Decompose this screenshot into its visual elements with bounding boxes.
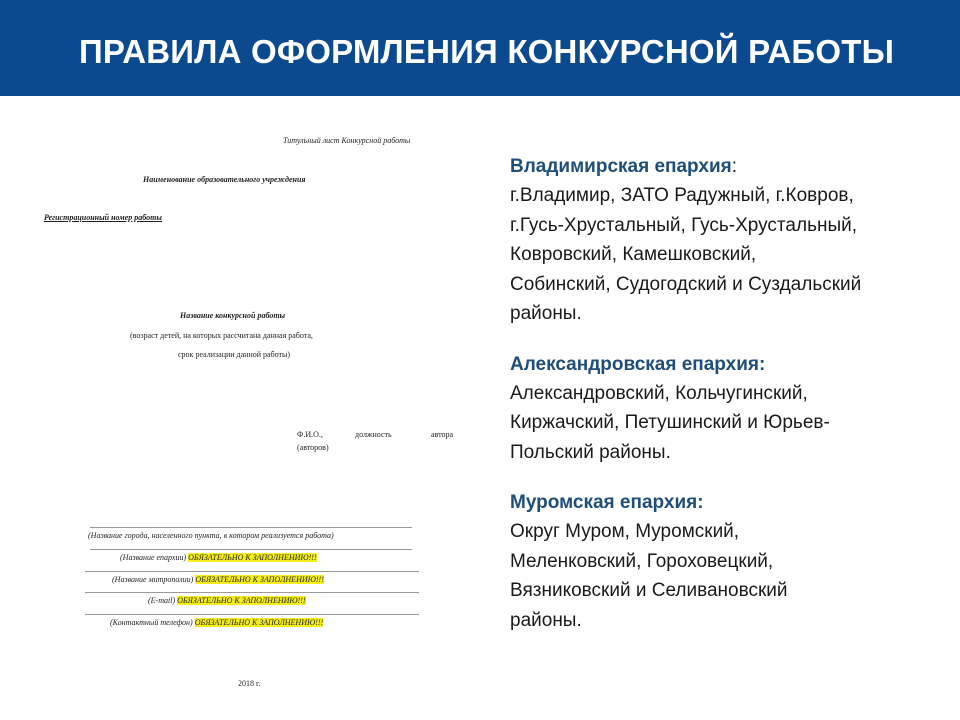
header-bar (0, 0, 960, 96)
doc-metropolis-label: (Название митрополии) (112, 575, 194, 584)
doc-age-line: (возраст детей, на которых рассчитана данная работа, (130, 331, 313, 340)
eparchy-vladimir (510, 152, 940, 329)
doc-fill-line (90, 549, 412, 550)
doc-title-page-label: Титульный лист Конкурсной работы (283, 136, 411, 145)
doc-fill-line (85, 614, 419, 615)
doc-mandatory-mark: ОБЯЗАТЕЛЬНО К ЗАПОЛНЕНИЮ!!! (188, 553, 317, 562)
doc-position: должность (355, 430, 392, 439)
doc-metropolis-row (112, 575, 324, 584)
eparchy-list (510, 152, 940, 635)
title-page-sample (0, 96, 500, 720)
doc-year: 2018 г. (238, 679, 261, 688)
doc-institution-label: Наименование образовательного учреждения (143, 175, 306, 184)
eparchy-heading: Муромская епархия: (510, 492, 704, 513)
doc-mandatory-mark: ОБЯЗАТЕЛЬНО К ЗАПОЛНЕНИЮ!!! (194, 618, 324, 627)
doc-city-line: (Название города, населенного пункта, в котором реализуется работа) (88, 531, 334, 540)
doc-fill-line (85, 571, 419, 572)
eparchy-line: г.Гусь-Хрустальный, Гусь-Хрустальный, (510, 214, 858, 236)
doc-phone-label: (Контактный телефон) (110, 618, 193, 627)
page-title: ПРАВИЛА ОФОРМЛЕНИЯ КОНКУРСНОЙ РАБОТЫ (79, 33, 895, 70)
eparchy-line: районы. (510, 609, 582, 631)
eparchy-heading: Владимирская епархия: (510, 156, 738, 177)
eparchy-line: Собинский, Судогодский и Суздальский (510, 273, 862, 295)
eparchy-line: районы. (510, 303, 582, 324)
doc-fio: Ф.И.О., (297, 430, 323, 439)
doc-email-label: (E-mail) (148, 596, 176, 605)
doc-work-name: Название конкурсной работы (180, 311, 286, 320)
doc-phone-row (110, 618, 323, 627)
doc-mandatory-mark: ОБЯЗАТЕЛЬНО К ЗАПОЛНЕНИЮ!!! (195, 575, 324, 584)
eparchy-line: Александровский, Кольчугинский, (510, 382, 808, 404)
eparchy-line: Меленковский, Гороховецкий, (510, 550, 774, 572)
doc-author: автора (431, 430, 454, 439)
doc-eparchy-row (120, 553, 317, 562)
eparchy-line: Округ Муром, Муромский, (510, 521, 740, 542)
eparchy-line: Польский районы. (510, 441, 671, 463)
doc-authors: (авторов) (297, 443, 329, 452)
eparchy-line: г.Владимир, ЗАТО Радужный, г.Ковров, (510, 185, 854, 206)
eparchy-alexandrov (510, 350, 940, 468)
doc-mandatory-mark: ОБЯЗАТЕЛЬНО К ЗАПОЛНЕНИЮ!!! (177, 596, 306, 605)
eparchy-line: Вязниковский и Селивановский (510, 580, 788, 601)
eparchy-line: Киржачский, Петушинский и Юрьев- (510, 412, 830, 433)
eparchy-heading: Александровская епархия: (510, 353, 766, 375)
doc-fill-line (85, 592, 419, 593)
doc-registration-label: Регистрационный номер работы (44, 213, 162, 222)
doc-email-row (148, 596, 306, 605)
doc-eparchy-label: (Название епархии) (120, 553, 187, 562)
doc-term-line: срок реализации данной работы) (178, 350, 291, 359)
doc-fill-line (90, 527, 412, 528)
eparchy-line: Ковровский, Камешковский, (510, 244, 757, 265)
eparchy-murom (510, 488, 940, 635)
